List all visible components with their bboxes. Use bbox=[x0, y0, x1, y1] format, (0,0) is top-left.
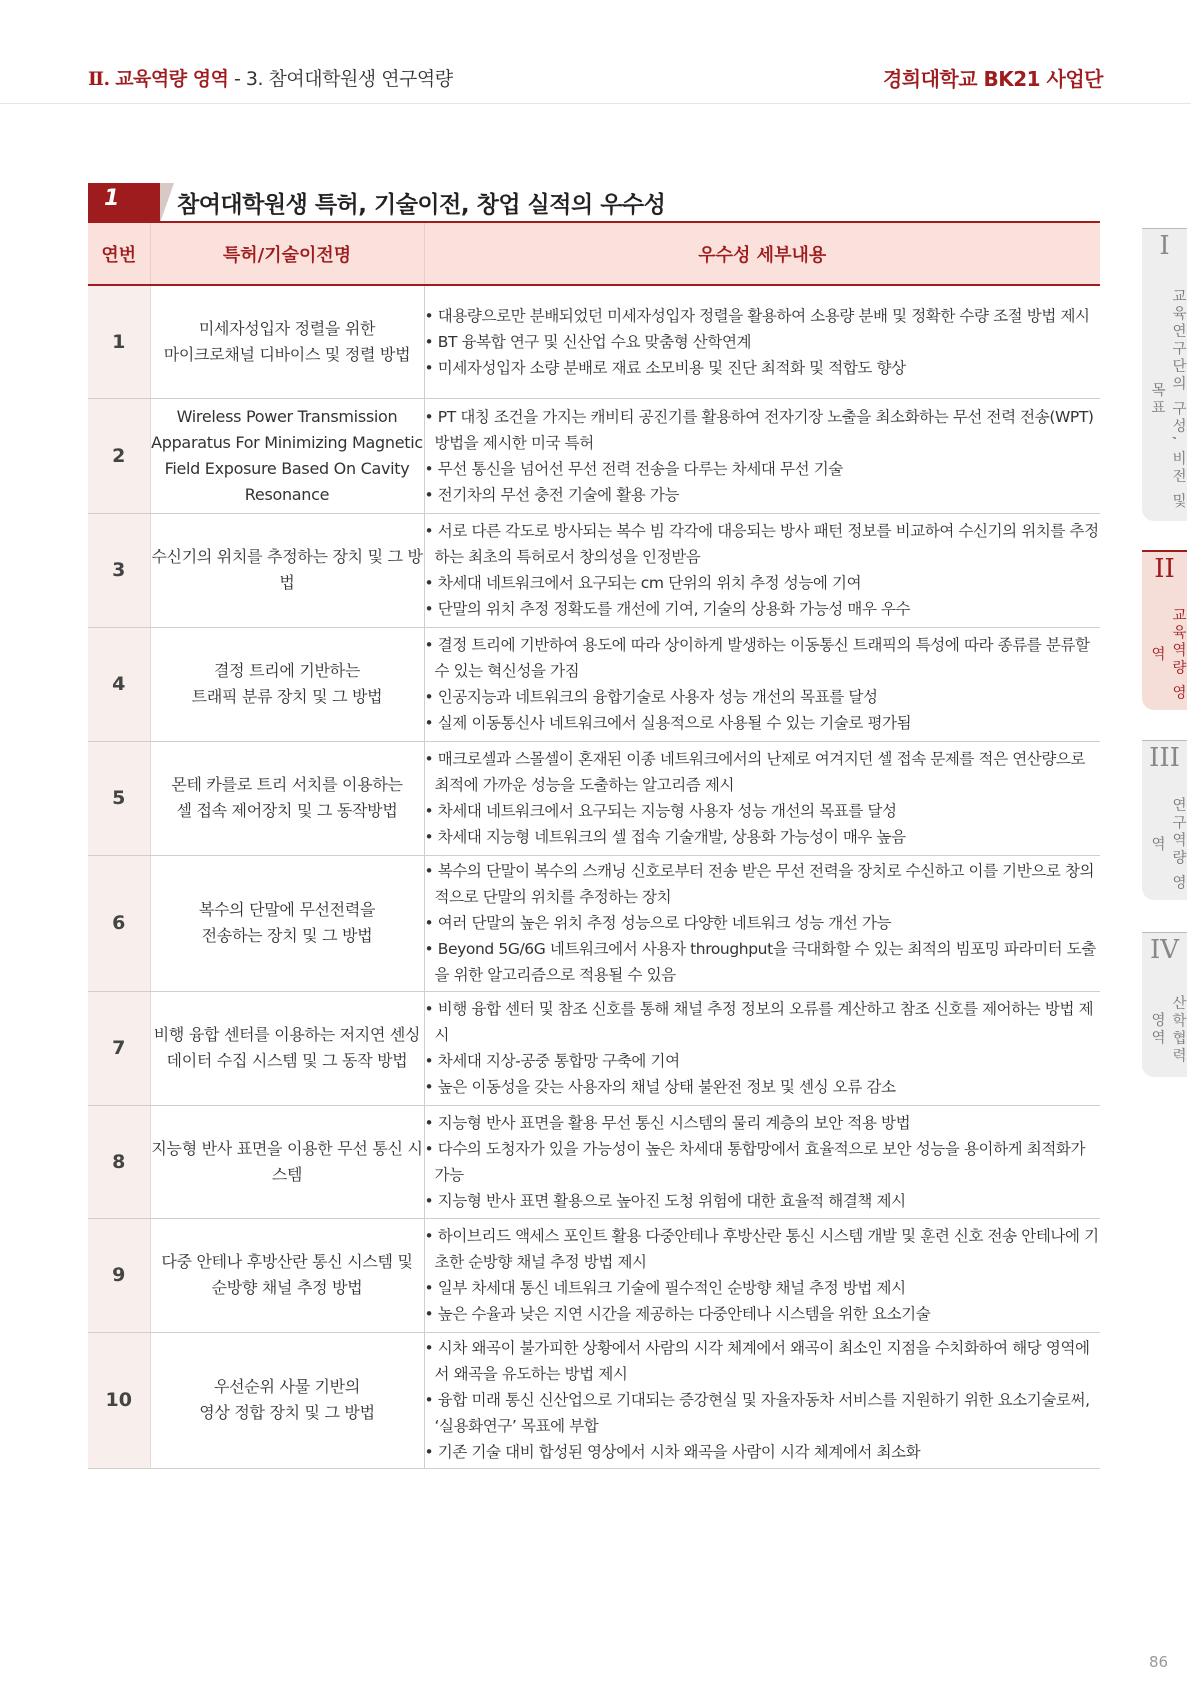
patent-name-line: 복수의 단말에 무선전력을 bbox=[198, 900, 376, 919]
table-row bbox=[88, 991, 1100, 1105]
detail-bullet: • 복수의 단말이 복수의 스캐닝 신호로부터 전송 받은 무선 전력을 장치로 수신하고 이를 기반으로 창의적으로 단말의 위치를 추정하는 장치 bbox=[425, 858, 1101, 910]
patent-name-line: 전송하는 장치 및 그 방법 bbox=[201, 926, 373, 945]
row-number: 3 bbox=[88, 513, 150, 627]
excellence-details bbox=[424, 1105, 1100, 1218]
detail-bullet: • BT 융복합 연구 및 신산업 수요 맞춤형 산학연계 bbox=[425, 329, 1101, 355]
patent-name-line: 미세자성입자 정렬을 위한 bbox=[198, 318, 376, 338]
patent-name-line: 셀 접속 제어장치 및 그 동작방법 bbox=[176, 801, 398, 820]
patent-name-line: 몬테 카를로 트리 서치를 이용하는 bbox=[171, 775, 403, 794]
patent-name-line: 마이크로채널 디바이스 및 정렬 방법 bbox=[163, 344, 411, 364]
detail-bullet: • 단말의 위치 추정 정확도를 개선에 기여, 기술의 상용화 가능성 매우 우수 bbox=[425, 596, 1101, 622]
detail-bullet: • 매크로셀과 스몰셀이 혼재된 이종 네트워크에서의 난제로 여겨지던 셀 접속 문제를 적은 연산량으로 최적에 가까운 성능을 도출하는 알고리즘 제시 bbox=[425, 746, 1101, 798]
side-tab-roman: I bbox=[1142, 228, 1187, 261]
excellence-details bbox=[424, 855, 1100, 991]
row-number: 4 bbox=[88, 627, 150, 741]
table-row bbox=[88, 285, 1100, 398]
detail-bullet: • 차세대 지상-공중 통합망 구축에 기여 bbox=[425, 1048, 1101, 1074]
col-header-name: 특허/기술이전명 bbox=[150, 222, 424, 285]
row-number: 9 bbox=[88, 1218, 150, 1332]
section-title: 참여대학원생 특허, 기술이전, 창업 실적의 우수성 bbox=[177, 192, 666, 218]
row-number: 8 bbox=[88, 1105, 150, 1218]
patent-name bbox=[150, 398, 424, 513]
patent-name bbox=[150, 741, 424, 855]
detail-bullet: • 대용량으로만 분배되었던 미세자성입자 정렬을 활용하여 소용량 분배 및 정확한 수량 조절 방법 제시 bbox=[425, 303, 1101, 329]
side-tab-2-active[interactable] bbox=[1142, 550, 1187, 710]
patent-name bbox=[150, 1332, 424, 1468]
detail-bullet: • 일부 차세대 통신 네트워크 기술에 필수적인 순방향 채널 추정 방법 제시 bbox=[425, 1275, 1101, 1301]
excellence-details bbox=[424, 398, 1100, 513]
patent-name bbox=[150, 627, 424, 741]
detail-bullet: • 시차 왜곡이 불가피한 상황에서 사람의 시각 체계에서 왜곡이 최소인 지점을 수치화하여 해당 영역에서 왜곡을 유도하는 방법 제시 bbox=[425, 1335, 1101, 1387]
detail-bullet: • 차세대 네트워크에서 요구되는 지능형 사용자 성능 개선의 목표를 달성 bbox=[425, 798, 1101, 824]
patent-name-line: 결정 트리에 기반하는 bbox=[214, 661, 360, 680]
table-row bbox=[88, 1218, 1100, 1332]
table-row bbox=[88, 1332, 1100, 1468]
side-tab-label: 교육역량 영역 bbox=[1149, 607, 1186, 703]
detail-bullet: • 무선 통신을 넘어선 무선 전력 전송을 다루는 차세대 무선 기술 bbox=[425, 456, 1101, 482]
detail-bullet: • 기존 기술 대비 합성된 영상에서 시차 왜곡을 사람이 시각 체계에서 최소화 bbox=[425, 1439, 1101, 1465]
excellence-details bbox=[424, 513, 1100, 627]
table-row bbox=[88, 741, 1100, 855]
detail-bullet: • 높은 이동성을 갖는 사용자의 채널 상태 불완전 정보 및 센싱 오류 감소 bbox=[425, 1074, 1101, 1100]
patent-name-line: 비행 융합 센터를 이용하는 저지연 센싱 bbox=[153, 1025, 421, 1044]
side-tab-roman: III bbox=[1142, 740, 1187, 773]
row-number: 2 bbox=[88, 398, 150, 513]
section-badge-fold bbox=[160, 183, 174, 223]
section-badge bbox=[88, 183, 160, 223]
table-row bbox=[88, 1105, 1100, 1218]
detail-bullet: • 하이브리드 액세스 포인트 활용 다중안테나 후방산란 통신 시스템 개발 및 훈련 신호 전송 안테나에 기초한 순방향 채널 추정 방법 제시 bbox=[425, 1223, 1101, 1275]
patent-name-line: Wireless Power Transmission bbox=[176, 406, 398, 426]
detail-bullet: • 높은 수율과 낮은 지연 시간을 제공하는 다중안테나 시스템을 위한 요소기술 bbox=[425, 1301, 1101, 1327]
excellence-details bbox=[424, 1332, 1100, 1468]
patent-name-line: 순방향 채널 추정 방법 bbox=[211, 1278, 363, 1297]
detail-bullet: • 결정 트리에 기반하여 용도에 따라 상이하게 발생하는 이동통신 트래픽의 특성에 따라 종류를 분류할 수 있는 혁신성을 가짐 bbox=[425, 632, 1101, 684]
table-row bbox=[88, 398, 1100, 513]
patent-name-line: 영상 정합 장치 및 그 방법 bbox=[199, 1403, 375, 1422]
detail-bullet: • 미세자성입자 소량 분배로 재료 소모비용 및 진단 최적화 및 적합도 향상 bbox=[425, 355, 1101, 381]
excellence-details bbox=[424, 741, 1100, 855]
header-divider bbox=[0, 103, 1191, 104]
detail-bullet: • 차세대 네트워크에서 요구되는 cm 단위의 위치 추정 성능에 기여 bbox=[425, 570, 1101, 596]
excellence-details bbox=[424, 627, 1100, 741]
patent-name-line: 지능형 반사 표면을 이용한 무선 통신 시스템 bbox=[151, 1138, 423, 1184]
side-tab-1[interactable] bbox=[1142, 228, 1187, 521]
patent-name-line: 데이터 수집 시스템 및 그 동작 방법 bbox=[166, 1051, 408, 1070]
detail-bullet: • 비행 융합 센터 및 참조 신호를 통해 채널 추정 정보의 오류를 계산하고 참조 신호를 제어하는 방법 제시 bbox=[425, 996, 1101, 1048]
patent-name bbox=[150, 991, 424, 1105]
patent-name-line: Resonance bbox=[244, 484, 330, 504]
side-tab-label: 산학협력 영역 bbox=[1149, 994, 1186, 1065]
detail-bullet: • PT 대칭 조건을 가지는 캐비티 공진기를 활용하여 전자기장 노출을 최소화하는 무선 전력 전송(WPT) 방법을 제시한 미국 특허 bbox=[425, 404, 1101, 456]
patent-name-line: Field Exposure Based On Cavity bbox=[164, 458, 410, 478]
patent-name-line: 수신기의 위치를 추정하는 장치 및 그 방법 bbox=[151, 547, 423, 592]
side-tab-label: 교육연구단의 구성, 비전 및 목표 bbox=[1149, 288, 1186, 511]
patent-name bbox=[150, 855, 424, 991]
table-row bbox=[88, 855, 1100, 991]
patent-name bbox=[150, 1218, 424, 1332]
col-header-desc: 우수성 세부내용 bbox=[424, 222, 1100, 285]
table-row bbox=[88, 513, 1100, 627]
row-number: 5 bbox=[88, 741, 150, 855]
detail-bullet: • 지능형 반사 표면을 활용 무선 통신 시스템의 물리 계층의 보안 적용 방법 bbox=[425, 1110, 1101, 1136]
patent-table bbox=[88, 221, 1100, 1469]
running-header-left bbox=[88, 64, 453, 91]
detail-bullet: • 융합 미래 통신 신산업으로 기대되는 증강현실 및 자율자동차 서비스를 지원하기 위한 요소기술로써, ‘실용화연구’ 목표에 부합 bbox=[425, 1387, 1101, 1439]
detail-bullet: • 차세대 지능형 네트워크의 셀 접속 기술개발, 상용화 가능성이 매우 높음 bbox=[425, 824, 1101, 850]
section-number: 1 bbox=[104, 186, 120, 211]
patent-name-line: 트래픽 분류 장치 및 그 방법 bbox=[191, 687, 383, 706]
chapter-sub: - 3. 참여대학원생 연구역량 bbox=[228, 68, 453, 90]
side-tab-4[interactable] bbox=[1142, 932, 1187, 1077]
chapter-roman: Ⅱ. bbox=[88, 68, 110, 90]
row-number: 1 bbox=[88, 285, 150, 398]
row-number: 6 bbox=[88, 855, 150, 991]
excellence-details bbox=[424, 991, 1100, 1105]
side-tab-roman: IV bbox=[1142, 932, 1187, 965]
patent-name-line: 우선순위 사물 기반의 bbox=[214, 1377, 360, 1396]
side-tab-roman: II bbox=[1142, 550, 1187, 584]
detail-bullet: • 지능형 반사 표면 활용으로 높아진 도청 위험에 대한 효율적 해결책 제시 bbox=[425, 1188, 1101, 1214]
excellence-details bbox=[424, 1218, 1100, 1332]
table-row bbox=[88, 627, 1100, 741]
patent-name bbox=[150, 1105, 424, 1218]
patent-name-line: 다중 안테나 후방산란 통신 시스템 및 bbox=[161, 1252, 413, 1271]
patent-name-line: Apparatus For Minimizing Magnetic bbox=[151, 432, 423, 452]
row-number: 10 bbox=[88, 1332, 150, 1468]
detail-bullet: • 전기차의 무선 충전 기술에 활용 가능 bbox=[425, 482, 1101, 508]
detail-bullet: • 다수의 도청자가 있을 가능성이 높은 차세대 통합망에서 효율적으로 보안 성능을 용이하게 최적화가 가능 bbox=[425, 1136, 1101, 1188]
row-number: 7 bbox=[88, 991, 150, 1105]
table-header-row bbox=[88, 222, 1100, 285]
chapter-part: 교육역량 영역 bbox=[115, 68, 229, 90]
running-header-org: 경희대학교 BK21 사업단 bbox=[882, 67, 1103, 91]
side-tab-3[interactable] bbox=[1142, 740, 1187, 900]
col-header-no: 연번 bbox=[88, 222, 150, 285]
detail-bullet: • 인공지능과 네트워크의 융합기술로 사용자 성능 개선의 목표를 달성 bbox=[425, 684, 1101, 710]
detail-bullet: • 실제 이동통신사 네트워크에서 실용적으로 사용될 수 있는 기술로 평가됨 bbox=[425, 710, 1101, 736]
excellence-details bbox=[424, 285, 1100, 398]
detail-bullet: • 여러 단말의 높은 위치 추정 성능으로 다양한 네트워크 성능 개선 가능 bbox=[425, 910, 1101, 936]
page-number: 86 bbox=[1149, 1653, 1169, 1671]
detail-bullet: • 서로 다른 각도로 방사되는 복수 빔 각각에 대응되는 방사 패턴 정보를 비교하여 수신기의 위치를 추정하는 최초의 특허로서 창의성을 인정받음 bbox=[425, 518, 1101, 570]
side-tab-label: 연구역량 영역 bbox=[1149, 797, 1186, 893]
patent-name bbox=[150, 513, 424, 627]
detail-bullet: • Beyond 5G/6G 네트워크에서 사용자 throughput을 극대화할 수 있는 최적의 빔포밍 파라미터 도출을 위한 알고리즘으로 적용될 수 있음 bbox=[425, 936, 1101, 988]
patent-name bbox=[150, 285, 424, 398]
